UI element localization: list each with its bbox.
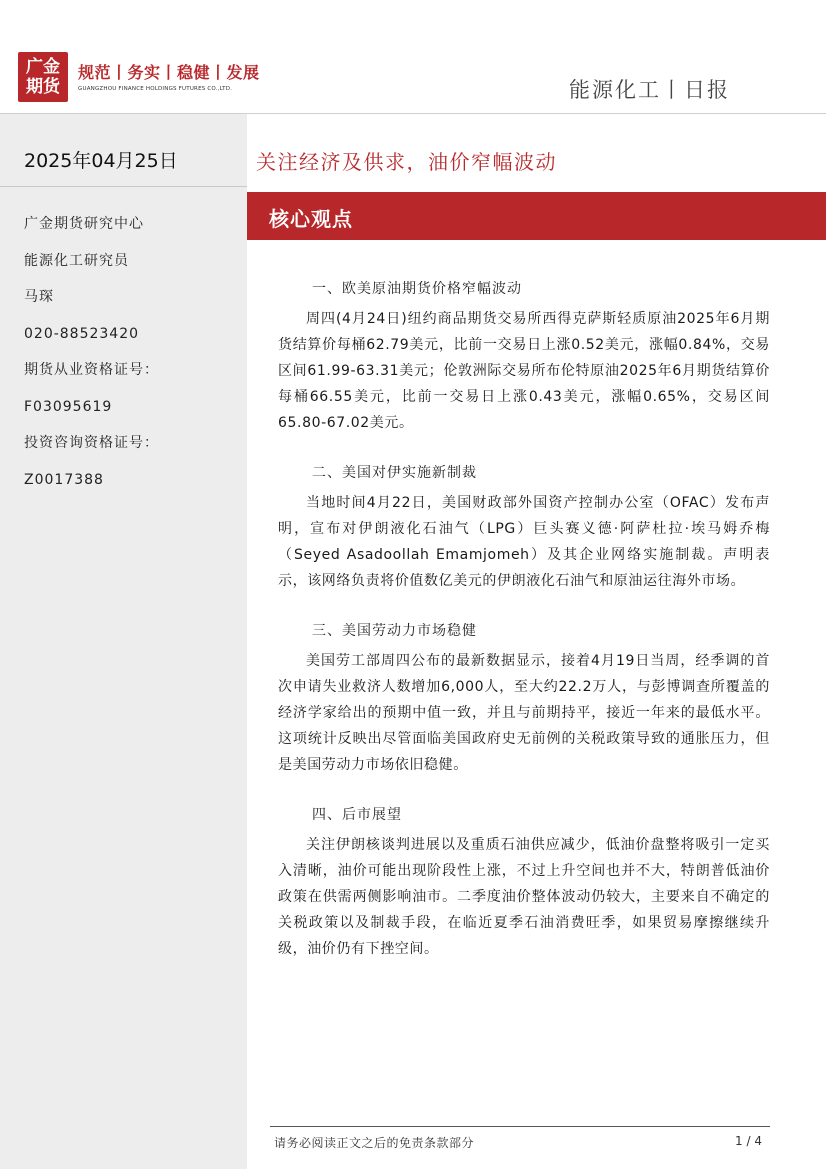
- section-heading: 三、美国劳动力市场稳健: [312, 623, 477, 639]
- section-header: 核心观点: [269, 207, 353, 231]
- research-center: 广金期货研究中心: [24, 216, 144, 232]
- section-paragraph: 美国劳工部周四公布的最新数据显示，接着4月19日当周，经季调的首次申请失业救济人数增加6,000人，至大约22.2万人，与彭博调查所覆盖的经济学家给出的预期中值一致，并且与前期持平，接近一年来的最低水平。这项统计反映出尽管面临美国政府史无前例的关税政策导致的通胀压力，但是美国劳动力市场依旧稳健。: [278, 653, 770, 773]
- consult-license-label: 投资咨询资格证号：: [24, 435, 159, 451]
- logo-text-line1: 广金: [26, 57, 60, 77]
- license-label: 期货从业资格证号：: [24, 362, 159, 378]
- section-block: [278, 802, 770, 962]
- license-number: F03095619: [24, 398, 113, 415]
- section-block: [278, 460, 770, 594]
- section-heading: 二、美国对伊实施新制裁: [312, 465, 477, 481]
- date-divider: [0, 186, 247, 187]
- section-paragraph: 周四(4月24日)纽约商品期货交易所西得克萨斯轻质原油2025年6月期货结算价每桶62.79美元，比前一交易日上涨0.52美元，涨幅0.84%，交易区间61.99-63.31美元；伦敦洲际交易所布伦特原油2025年6月期货结算价每桶66.55美元，比前一交易日上涨0.43美元，涨幅0.65%，交易区间65.80-67.02美元。: [278, 311, 770, 431]
- section-paragraph: 关注伊朗核谈判进展以及重质石油供应减少，低油价盘整将吸引一定买入清晰，油价可能出现阶段性上涨，不过上升空间也并不大，特朗普低油价政策在供需两侧影响油市。二季度油价整体波动仍较大，主要来自不确定的关税政策以及制裁手段，在临近夏季石油消费旺季，如果贸易摩擦继续升级，油价仍有下挫空间。: [278, 837, 770, 957]
- page-number: 1 / 4: [735, 1134, 762, 1148]
- section-heading: 四、后市展望: [312, 807, 402, 823]
- report-type: 能源化工丨日报: [569, 78, 730, 102]
- analyst-name: 马琛: [24, 289, 54, 305]
- section-block: [278, 618, 770, 778]
- company-slogan: 规范丨务实丨稳健丨发展: [78, 63, 260, 82]
- section-header-bar: [247, 192, 826, 240]
- analyst-role: 能源化工研究员: [24, 252, 129, 269]
- company-logo: [18, 52, 68, 102]
- section-paragraph: 当地时间4月22日，美国财政部外国资产控制办公室（OFAC）发布声明，宣布对伊朗液化石油气（LPG）巨头赛义德·阿萨杜拉·埃马姆乔梅（Seyed Asadoollah Emamjomeh）及其企业网络实施制裁。声明表示，该网络负责将价值数亿美元的伊朗液化石油气和原油运往海外市场。: [278, 495, 770, 589]
- analyst-phone: 020-88523420: [24, 325, 140, 342]
- section-heading: 一、欧美原油期货价格窄幅波动: [312, 281, 522, 297]
- footer-divider: [270, 1126, 770, 1127]
- logo-text-line2: 期货: [26, 77, 60, 97]
- report-date: 2025年04月25日: [24, 150, 178, 172]
- section-block: [278, 276, 770, 436]
- consult-license-number: Z0017388: [24, 471, 104, 488]
- main-content: [278, 276, 770, 986]
- disclaimer-note: 请务必阅读正文之后的免责条款部分: [274, 1136, 475, 1150]
- analyst-info: [24, 206, 239, 498]
- report-title: 关注经济及供求，油价窄幅波动: [256, 150, 557, 174]
- company-english-name: GUANGZHOU FINANCE HOLDINGS FUTURES CO.,LTD.: [78, 86, 233, 92]
